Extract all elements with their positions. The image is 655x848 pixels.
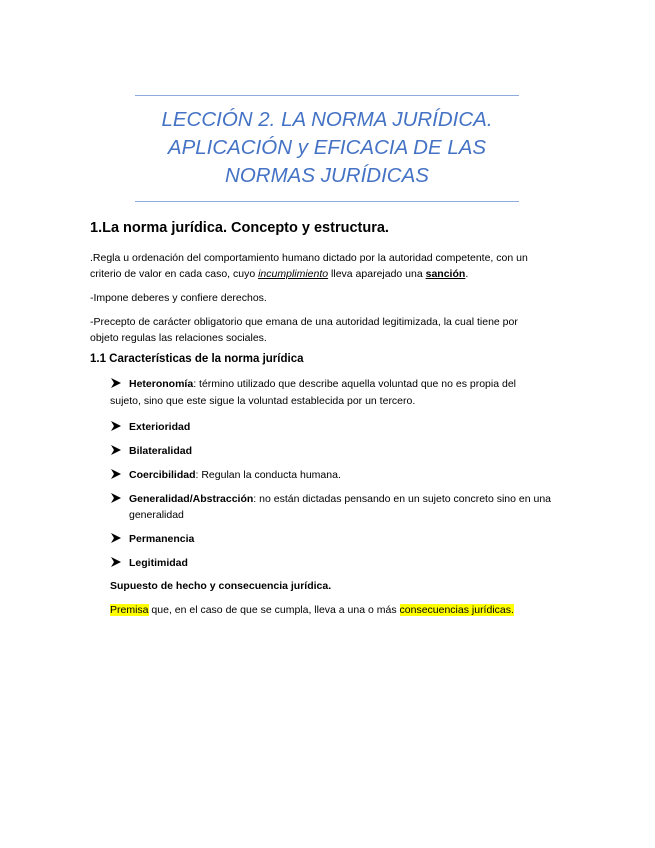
arrowhead-bullet-icon bbox=[110, 532, 122, 544]
list-item-label: Bilateralidad bbox=[129, 445, 193, 457]
list-item-label: Heteronomía bbox=[129, 378, 194, 390]
definition-text: criterio de valor en cada caso, cuyo bbox=[90, 268, 259, 280]
definition-text: lleva aparejado una bbox=[328, 268, 426, 280]
precept-line-2: objeto regulas las relaciones sociales. bbox=[90, 332, 267, 344]
list-item-continuation: sujeto, sino que este sigue la voluntad establecida por un tercero. bbox=[110, 395, 416, 407]
title-line-2: APLICACIÓN y EFICACIA DE LAS bbox=[167, 136, 487, 159]
list-item-label: Legitimidad bbox=[129, 557, 188, 569]
title-bottom-rule bbox=[135, 201, 519, 202]
list-item-desc: : Regulan la conducta humana. bbox=[195, 469, 341, 481]
definition-line-2 bbox=[90, 266, 560, 282]
sancion-term: sanción bbox=[425, 268, 466, 280]
title-line-3: NORMAS JURÍDICAS bbox=[225, 164, 429, 187]
definition-text: . bbox=[465, 268, 469, 280]
premisa-highlight: Premisa bbox=[110, 604, 149, 616]
precept-line-1: -Precepto de carácter obligatorio que emana de una autoridad legitimizada, la cual tiene por bbox=[90, 316, 518, 328]
list-item-text bbox=[129, 376, 516, 392]
premise-paragraph bbox=[110, 603, 514, 617]
incumplimiento-term: incumplimiento bbox=[258, 268, 329, 280]
list-item-text bbox=[129, 443, 192, 459]
list-item-text bbox=[129, 531, 194, 547]
precept-paragraph bbox=[90, 314, 560, 346]
section-heading: 1.La norma jurídica. Concepto y estructura. bbox=[90, 220, 389, 236]
supuesto-heading: Supuesto de hecho y consecuencia jurídica. bbox=[110, 580, 332, 592]
premise-text: que, en el caso de que se cumpla, lleva a una o más bbox=[148, 604, 400, 616]
list-item-text bbox=[129, 467, 341, 483]
arrowhead-bullet-icon bbox=[110, 420, 122, 432]
consecuencias-highlight: consecuencias jurídicas. bbox=[399, 604, 514, 616]
list-item-desc: : término utilizado que describe aquella voluntad que no es propia del bbox=[193, 378, 516, 390]
list-item-label: Exterioridad bbox=[129, 421, 191, 433]
arrowhead-bullet-icon bbox=[110, 468, 122, 480]
list-item-desc: : no están dictadas pensando en un sujeto concreto sino en una bbox=[253, 493, 552, 505]
arrowhead-bullet-icon bbox=[110, 444, 122, 456]
arrowhead-bullet-icon bbox=[110, 492, 122, 504]
title-top-rule bbox=[135, 95, 519, 96]
definition-paragraph bbox=[90, 250, 560, 282]
list-item-label: Generalidad/Abstracción bbox=[129, 493, 254, 505]
list-item-label: Permanencia bbox=[129, 533, 195, 545]
subsection-heading: 1.1 Características de la norma jurídica bbox=[90, 353, 304, 365]
arrowhead-bullet-icon bbox=[110, 556, 122, 568]
list-item-text bbox=[129, 555, 188, 571]
list-item-text bbox=[129, 419, 190, 435]
duties-paragraph: -Impone deberes y confiere derechos. bbox=[90, 292, 267, 304]
list-item-text bbox=[129, 491, 551, 507]
definition-line-1: .Regla u ordenación del comportamiento humano dictado por la autoridad competente, con un bbox=[90, 252, 528, 264]
list-item-continuation: generalidad bbox=[129, 509, 184, 521]
page-title bbox=[130, 106, 524, 190]
title-line-1: LECCIÓN 2. LA NORMA JURÍDICA. bbox=[161, 108, 493, 131]
list-item-label: Coercibilidad bbox=[129, 469, 196, 481]
arrowhead-bullet-icon bbox=[110, 377, 122, 389]
